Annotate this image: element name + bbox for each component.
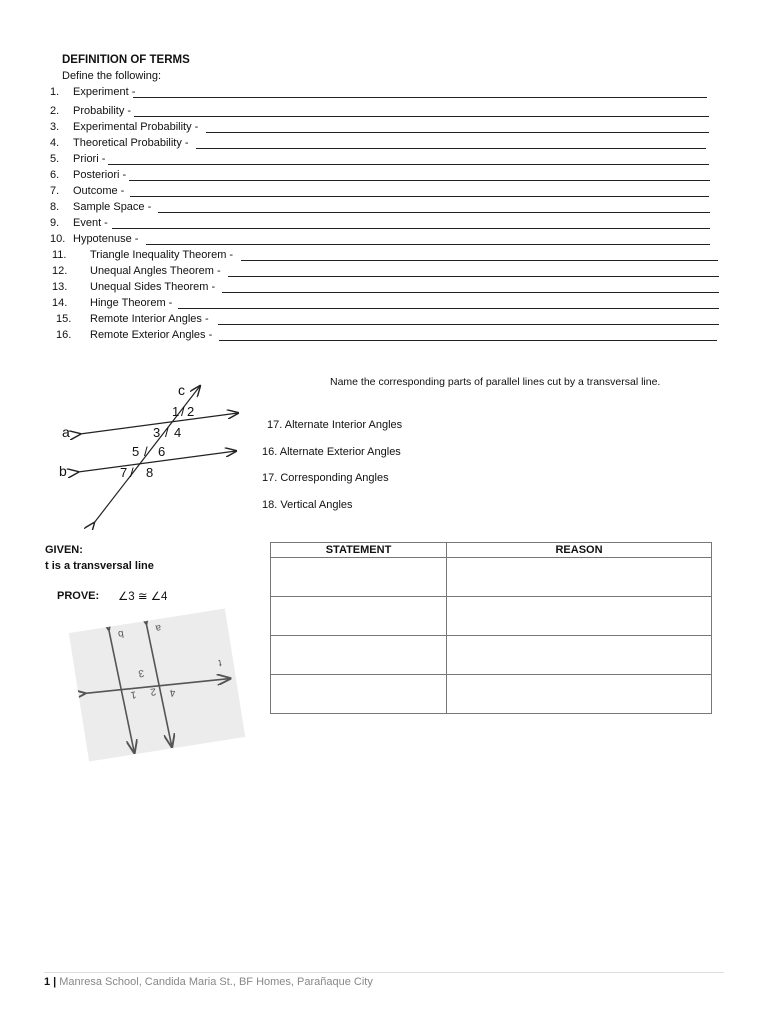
answer-item[interactable]: 17. Alternate Interior Angles	[267, 419, 403, 431]
page-footer	[44, 976, 373, 988]
page-number: 1	[44, 976, 51, 988]
parallel-instruction: Name the corresponding parts of parallel lines cut by a transversal line.	[330, 376, 661, 388]
angle-8-label: 8	[146, 465, 154, 480]
answer-blank[interactable]	[241, 249, 718, 261]
angle-4-label: 4	[168, 686, 177, 699]
term-label: Hinge Theorem -	[90, 297, 173, 309]
answer-blank[interactable]	[178, 297, 719, 309]
angle-slash-label: /	[165, 425, 169, 440]
term-label: Sample Space -	[73, 201, 152, 213]
angle-6-label: 6	[158, 444, 166, 459]
item-number: 3.	[50, 121, 60, 133]
term-label: Hypotenuse -	[73, 233, 139, 245]
proof-diagram-photo	[69, 608, 245, 761]
proof-table	[270, 542, 712, 714]
angle-slash-label: /	[130, 465, 134, 480]
term-label: Remote Interior Angles -	[90, 313, 209, 325]
term-label: Experimental Probability -	[73, 121, 199, 133]
angle-2-label: 2	[187, 404, 195, 419]
term-label: Triangle Inequality Theorem -	[90, 249, 234, 261]
statement-cell[interactable]	[271, 597, 447, 636]
term-label: Posteriori -	[73, 169, 127, 181]
footer-divider	[44, 972, 724, 973]
angle-slash-label: /	[181, 404, 185, 419]
answer-item[interactable]: 18. Vertical Angles	[262, 499, 353, 511]
item-number: 2.	[50, 105, 60, 117]
answer-blank[interactable]	[206, 121, 709, 133]
item-number: 7.	[50, 185, 60, 197]
label-c: c	[178, 382, 185, 398]
item-number: 10.	[50, 233, 66, 245]
section-heading: DEFINITION OF TERMS	[62, 54, 190, 66]
answer-blank[interactable]	[112, 217, 710, 229]
label-b: b	[117, 627, 125, 640]
answer-blank[interactable]	[222, 281, 719, 293]
label-t: t	[217, 656, 223, 669]
answer-blank[interactable]	[219, 329, 717, 341]
reason-cell[interactable]	[447, 675, 712, 714]
answer-blank[interactable]	[134, 105, 709, 117]
reason-header: REASON	[447, 543, 712, 558]
answer-blank[interactable]	[218, 313, 719, 325]
proof-diagram	[69, 608, 245, 761]
term-label: Event -	[73, 217, 108, 229]
answer-blank[interactable]	[228, 265, 719, 277]
item-number: 8.	[50, 201, 60, 213]
term-label: Unequal Sides Theorem -	[90, 281, 216, 293]
item-number: 1.	[50, 86, 60, 98]
answer-blank[interactable]	[133, 86, 707, 98]
answer-blank[interactable]	[129, 169, 710, 181]
angle-7-label: 7	[120, 465, 128, 480]
table-row	[271, 675, 712, 714]
answer-blank[interactable]	[108, 153, 709, 165]
prove-label: PROVE:	[57, 590, 100, 602]
table-row	[271, 636, 712, 675]
answer-blank[interactable]	[196, 137, 706, 149]
statement-header: STATEMENT	[271, 543, 447, 558]
item-number: 13.	[52, 281, 68, 293]
answer-blank[interactable]	[146, 233, 710, 245]
reason-cell[interactable]	[447, 558, 712, 597]
table-row	[271, 597, 712, 636]
line-b	[78, 451, 236, 472]
statement-cell[interactable]	[271, 636, 447, 675]
term-label: Outcome -	[73, 185, 125, 197]
item-number: 5.	[50, 153, 60, 165]
item-number: 4.	[50, 137, 60, 149]
parallel-lines-diagram	[50, 380, 250, 530]
footer-separator: |	[53, 976, 57, 988]
item-number: 11.	[52, 249, 67, 261]
label-a: a	[154, 621, 162, 634]
item-number: 12.	[52, 265, 68, 277]
given-block	[45, 542, 154, 574]
angle-2-label: 2	[149, 685, 157, 698]
term-label: Experiment -	[73, 86, 136, 98]
angle-3-label: 3	[153, 425, 161, 440]
answer-item[interactable]: 17. Corresponding Angles	[262, 472, 389, 484]
answer-blank[interactable]	[130, 185, 709, 197]
term-label: Probability -	[73, 105, 132, 117]
angle-1-label: 1	[172, 404, 180, 419]
reason-cell[interactable]	[447, 597, 712, 636]
table-row	[271, 558, 712, 597]
angle-3-label: 3	[137, 666, 145, 679]
answer-blank[interactable]	[158, 201, 710, 213]
item-number: 16.	[56, 329, 72, 341]
angle-4-label: 4	[174, 425, 182, 440]
item-number: 14.	[52, 297, 68, 309]
table-header-row	[271, 543, 712, 558]
term-label: Remote Exterior Angles -	[90, 329, 213, 341]
angle-5-label: 5	[132, 444, 140, 459]
label-b: b	[59, 463, 67, 479]
given-label: GIVEN:	[45, 544, 83, 556]
answer-item[interactable]: 16. Alternate Exterior Angles	[262, 446, 401, 458]
angle-slash-label: /	[144, 444, 148, 459]
item-number: 9.	[50, 217, 60, 229]
school-address: Manresa School, Candida Maria St., BF Homes, Parañaque City	[59, 976, 373, 988]
prove-statement: ∠3 ≅ ∠4	[118, 591, 168, 603]
label-a: a	[62, 424, 70, 440]
section-instruction: Define the following:	[62, 70, 162, 82]
statement-cell[interactable]	[271, 675, 447, 714]
term-label: Theoretical Probability -	[73, 137, 189, 149]
term-label: Priori -	[73, 153, 106, 165]
item-number: 6.	[50, 169, 60, 181]
term-label: Unequal Angles Theorem -	[90, 265, 221, 277]
given-text: t is a transversal line	[45, 560, 154, 572]
angle-1-label: 1	[129, 688, 137, 701]
statement-cell[interactable]	[271, 558, 447, 597]
item-number: 15.	[56, 313, 72, 325]
reason-cell[interactable]	[447, 636, 712, 675]
